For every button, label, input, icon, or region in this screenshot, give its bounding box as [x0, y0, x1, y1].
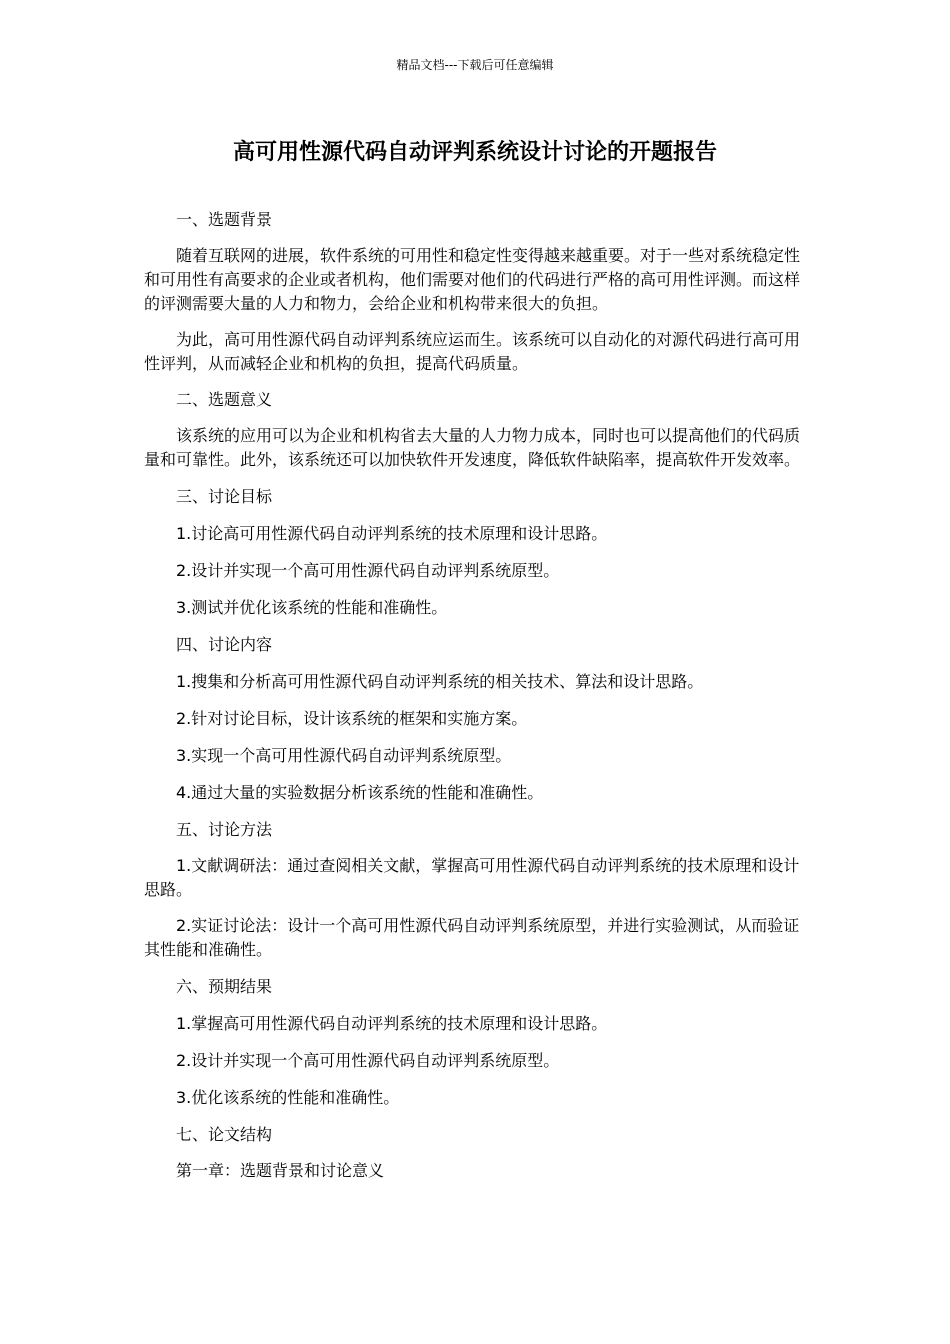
list-item-goal-3: 3.测试并优化该系统的性能和准确性。 [176, 598, 448, 617]
list-item-goal-1: 1.讨论高可用性源代码自动评判系统的技术原理和设计思路。 [176, 524, 608, 543]
list-item-result-3: 3.优化该系统的性能和准确性。 [176, 1088, 400, 1107]
list-item-content-2: 2.针对讨论目标，设计该系统的框架和实施方案。 [176, 709, 528, 728]
list-item-method-2: 2.实证讨论法：设计一个高可用性源代码自动评判系统原型，并进行实验测试，从而验证其性能和准确性。 [144, 916, 800, 959]
list-item-method-1: 1.文献调研法：通过查阅相关文献，掌握高可用性源代码自动评判系统的技术原理和设计思路。 [144, 856, 800, 899]
list-item-result-1: 1.掌握高可用性源代码自动评判系统的技术原理和设计思路。 [176, 1014, 608, 1033]
document-body [144, 208, 806, 1183]
list-item-result-2: 2.设计并实现一个高可用性源代码自动评判系统原型。 [176, 1051, 560, 1070]
section-heading-background: 一、选题背景 [176, 210, 273, 229]
section-heading-results: 六、预期结果 [176, 977, 273, 996]
list-item-content-1: 1.搜集和分析高可用性源代码自动评判系统的相关技术、算法和设计思路。 [176, 672, 704, 691]
list-item-chapter-1: 第一章：选题背景和讨论意义 [176, 1161, 385, 1180]
list-item-goal-2: 2.设计并实现一个高可用性源代码自动评判系统原型。 [176, 561, 560, 580]
paragraph-background-1: 随着互联网的进展，软件系统的可用性和稳定性变得越来越重要。对于一些对系统稳定性和可用性有高要求的企业或者机构，他们需要对他们的代码进行严格的高可用性评测。而这样的评测需要大量的人力和物力，会给企业和机构带来很大的负担。 [144, 246, 801, 313]
page-header: 精品文档---下载后可任意编辑 [396, 58, 554, 72]
section-heading-structure: 七、论文结构 [176, 1125, 273, 1144]
section-heading-goals: 三、讨论目标 [176, 487, 273, 506]
document-title: 高可用性源代码自动评判系统设计讨论的开题报告 [232, 140, 717, 165]
list-item-content-3: 3.实现一个高可用性源代码自动评判系统原型。 [176, 746, 512, 765]
section-heading-content: 四、讨论内容 [176, 635, 273, 654]
list-item-content-4: 4.通过大量的实验数据分析该系统的性能和准确性。 [176, 783, 544, 802]
section-heading-significance: 二、选题意义 [176, 390, 273, 409]
paragraph-background-2: 为此，高可用性源代码自动评判系统应运而生。该系统可以自动化的对源代码进行高可用性评判，从而减轻企业和机构的负担，提高代码质量。 [144, 330, 801, 373]
section-heading-methods: 五、讨论方法 [176, 820, 273, 839]
paragraph-significance: 该系统的应用可以为企业和机构省去大量的人力物力成本，同时也可以提高他们的代码质量和可靠性。此外，该系统还可以加快软件开发速度，降低软件缺陷率，提高软件开发效率。 [144, 426, 801, 469]
